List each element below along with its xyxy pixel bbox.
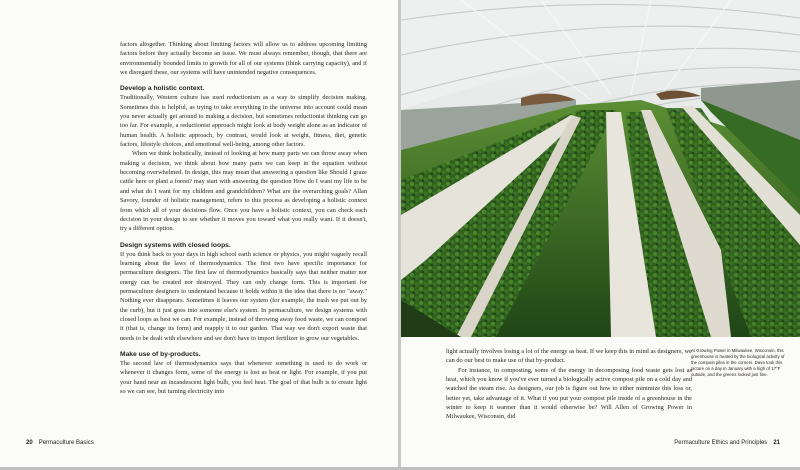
left-text-column [120,40,367,396]
section-heading-by-products: Make use of by-products. [120,350,201,358]
greenhouse-photo [401,0,800,337]
right-text-column [446,347,692,422]
left-running-title: Permaculture Basics [38,440,94,446]
right-running-title: Permaculture Ethics and Principles [674,440,768,446]
holistic-paragraph-1: Traditionally, Western culture has used reductionism as a way to simplify decision making. Sometimes this is helpful, as trying to take everything in the universe into account could mean you never actually get around to making a decision, but sometimes reductionist thinking can go too far. For example, a reductionist approach might look at body weight alone as an indicator of human health. A holistic approach, by contrast, would look at weight, fitness, diet, genetic factors, lifestyle choices, and emotional well-being, among other factors. [120,94,367,149]
left-page-number: 20 [26,440,33,446]
left-folio [26,440,94,446]
photo-caption: At Growing Power in Milwaukee, Wisconsin, this greenhouse is heated by the biological activity of the compost piles in the corners. Dave took this picture on a day in January with a high of 17°F outside, and the greens looked just fine. [691,348,785,377]
right-page-number: 21 [773,440,780,446]
continued-paragraph-2: For instance, in composting, some of the energy in decomposing food waste gets lost as heat, which you know if you've ever turned a biologically active compost pile on a cold day and watched the steam rise. As designers, our job is figure out how to either minimize this loss or, better yet, take advantage of it. What if you put your compost pile inside of a greenhouse in the winter to keep it warmer than it would otherwise be? Will Allen of Growing Power in Milwaukee, Wisconsin, did [446,366,692,421]
section-heading-closed-loops: Design systems with closed loops. [120,241,231,249]
continued-paragraph-1: light actually involves losing a lot of the energy as heat. If we keep this in mind as designers, we can do our best to make use of that by-product. [446,348,692,365]
by-products-paragraph: The second law of thermodynamics says that whenever something is used to do work or whenever it changes form, some of the energy is lost as heat or light. For example, if you put your hand near an incandescent light bulb, you feel heat. The goal of that bulb is to create light so we can see, but turning electricity into [120,359,367,395]
section-heading-holistic-context: Develop a holistic context. [120,85,205,93]
right-folio [674,440,780,446]
intro-paragraph: factors altogether. Thinking about limiting factors will allow us to address upcoming limiting factors before they actually become an issue. We must always remember, though, that there are environmentally bounded limits to growth for all of our systems (think carrying capacity), and if we disregard these, our systems will have unintended negative consequences. [120,41,367,77]
holistic-paragraph-2: When we think holistically, instead of looking at how many parts we can throw away when making a decision, we think about how many parts we can keep in the equation without becoming overwhelmed. In design, this may mean that answering a question like Should I graze cattle here or plant a forest? may start with answering the question How do I want my life to be and what do I want for my children and grandchildren? What are the overarching goals? Allan Savory, founder of holistic management, refers to this process as developing a holistic context from which all of your decisions flow. Once you have a holistic context, you can check each decision in your design to see whether it moves you toward what you really want. If it doesn't, try a different option. [120,150,367,233]
closed-loops-paragraph: If you think back to your days in high school earth science or physics, you might vaguely recall learning about the laws of thermodynamics. The first two have specific importance for permaculture designers. The first law of thermodynamics basically says that neither matter nor energy can be created nor destroyed. They can only change form. This is important for permaculture designers to understand because it holds within it the idea that there is no "away." Nothing ever disappears. Sometimes it leaves our system (for example, the trash we put out by the curb), but it just goes into someone else's system. In permaculture, we design systems with closed loops as best we can. For example, instead of throwing away food waste, we can compost it (that is, change its form) and reapply it to our garden. That way we don't export waste that needs to be dealt with elsewhere and we don't have to import fertilizer to grow our vegetables. [120,250,367,342]
